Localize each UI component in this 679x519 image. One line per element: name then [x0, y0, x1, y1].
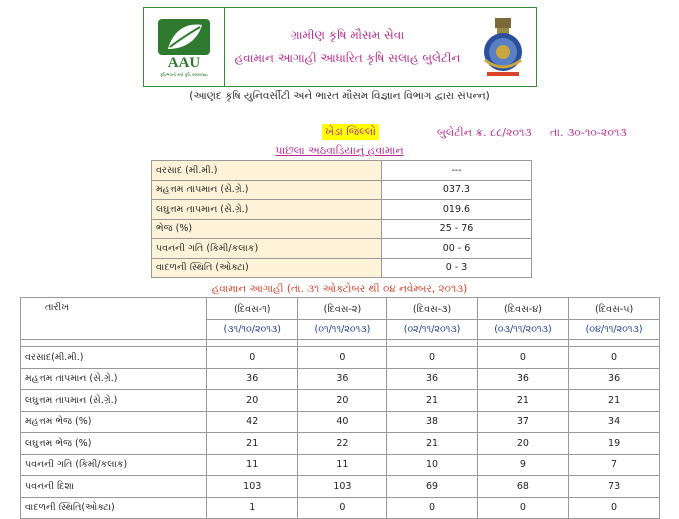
- row-label: પવનની દિશા: [21, 476, 207, 498]
- row-label: વાદળની સ્થિતિ(ઓક્ટા): [21, 497, 207, 519]
- bulletin-date: તા. ૩૦-૧૦-૨૦૧૩: [550, 126, 627, 139]
- table-row: [21, 390, 660, 412]
- row-label: ભેજ (%): [152, 219, 382, 239]
- cell-value: 0: [569, 347, 660, 369]
- aau-logo: [144, 8, 225, 86]
- date-header: (૩૧/૧૦/૨૦૧૩): [207, 320, 298, 340]
- logo-subtext: કૃષિભવનો રાખે કૃષિ રામરાજ્ય: [160, 72, 208, 77]
- table-row: [21, 411, 660, 433]
- date-header: (૦૪/૧૧/૨૦૧૩): [569, 320, 660, 340]
- row-label: મહત્તમ તાપમાન (સે.ગ્રે.): [152, 180, 382, 200]
- table-row: [152, 161, 532, 181]
- row-value: 0 - 3: [382, 258, 532, 278]
- cell-value: 37: [477, 411, 568, 433]
- forecast-table: [20, 297, 660, 519]
- cell-value: 36: [387, 368, 477, 390]
- row-value: 037.3: [382, 180, 532, 200]
- row-label: વરસાદ (મી.મી.): [152, 161, 382, 181]
- cell-value: 21: [387, 390, 477, 412]
- cell-value: 22: [298, 433, 387, 455]
- row-label: લઘુત્તમ તાપમાન (સે.ગ્રે.): [152, 200, 382, 220]
- row-label: મહત્તમ ભેજ (%): [21, 411, 207, 433]
- cell-value: 69: [387, 476, 477, 498]
- row-value: 00 - 6: [382, 239, 532, 259]
- table-row: [21, 476, 660, 498]
- bulletin-subtitle: (આણંદ કૃષિ યુનિવર્સીટી અને ભારત મૌસમ વિજ્ઞાન વિભાગ દ્વારા સંપન્ન): [189, 90, 490, 102]
- row-label: લઘુત્તમ ભેજ (%): [21, 433, 207, 455]
- cell-value: 21: [387, 433, 477, 455]
- cell-value: 9: [477, 454, 568, 476]
- cell-value: 36: [569, 368, 660, 390]
- cell-value: 21: [207, 433, 298, 455]
- cell-value: 10: [387, 454, 477, 476]
- cell-value: 19: [569, 433, 660, 455]
- date-header: (૦૧/૧૧/૨૦૧૩): [298, 320, 387, 340]
- row-label: મહત્તમ તાપમાન (સે.ગ્રે.): [21, 368, 207, 390]
- header-title-line1: ગ્રામીણ કૃષિ મૌસમ સેવા: [290, 28, 405, 42]
- cell-value: 0: [298, 497, 387, 519]
- row-value: 019.6: [382, 200, 532, 220]
- header-title-line2: હવામાન આગાહી આધારિત કૃષિ સલાહ બુલેટીન: [234, 51, 461, 65]
- cell-value: 38: [387, 411, 477, 433]
- table-row: [21, 454, 660, 476]
- date-column-header: તારીખ: [21, 298, 207, 340]
- cell-value: 21: [569, 390, 660, 412]
- cell-value: 7: [569, 454, 660, 476]
- day-header: (દિવસ-૪): [477, 298, 568, 320]
- day-header: (દિવસ-૨): [298, 298, 387, 320]
- table-row: [152, 200, 532, 220]
- cell-value: 103: [207, 476, 298, 498]
- imd-emblem-icon: [479, 16, 527, 78]
- cell-value: 0: [569, 497, 660, 519]
- cell-value: 40: [298, 411, 387, 433]
- cell-value: 21: [477, 390, 568, 412]
- previous-week-table: [151, 160, 532, 278]
- cell-value: 0: [298, 347, 387, 369]
- day-header: (દિવસ-૩): [387, 298, 477, 320]
- table-row: [21, 347, 660, 369]
- cell-value: 0: [477, 497, 568, 519]
- bulletin-number: બુલેટીન ક્ર. ૮૮/૨૦૧૩: [437, 126, 532, 139]
- previous-week-title: પાછલા અઠવાડિયાનું હવામાન: [275, 144, 404, 157]
- cell-value: 20: [298, 390, 387, 412]
- day-header: (દિવસ-૧): [207, 298, 298, 320]
- cell-value: 11: [298, 454, 387, 476]
- row-value: 25 - 76: [382, 219, 532, 239]
- spacer-row: [21, 340, 660, 347]
- cell-value: 36: [207, 368, 298, 390]
- cell-value: 0: [477, 347, 568, 369]
- table-row: [21, 497, 660, 519]
- cell-value: 42: [207, 411, 298, 433]
- cell-value: 36: [477, 368, 568, 390]
- row-label: વાદળની સ્થિતિ (ઓક્ટા): [152, 258, 382, 278]
- table-row: [152, 219, 532, 239]
- table-row: [21, 368, 660, 390]
- cell-value: 0: [387, 497, 477, 519]
- cell-value: 11: [207, 454, 298, 476]
- cell-value: 34: [569, 411, 660, 433]
- table-row: [152, 258, 532, 278]
- cell-value: 103: [298, 476, 387, 498]
- table-row: [152, 180, 532, 200]
- district-name: ખેડા જિલ્લો: [322, 124, 379, 140]
- row-label: લઘુત્તમ તાપમાન (સે.ગ્રે.): [21, 390, 207, 412]
- cell-value: 1: [207, 497, 298, 519]
- table-header-row: [21, 298, 660, 320]
- logo-text: AAU: [167, 55, 201, 71]
- table-row: [21, 433, 660, 455]
- cell-value: 68: [477, 476, 568, 498]
- row-label: વરસાદ(મી.મી.): [21, 347, 207, 369]
- forecast-title: હવામાન આગાહી (તા. ૩૧ ઓક્ટોબર થી ૦૪ નવેમ્બર, ૨૦૧૩): [211, 283, 468, 295]
- cell-value: 36: [298, 368, 387, 390]
- row-value: ---: [382, 161, 532, 181]
- cell-value: 20: [477, 433, 568, 455]
- row-label: પવનની ગતિ (કિમી/કલાક): [21, 454, 207, 476]
- cell-value: 73: [569, 476, 660, 498]
- date-header: (૦૩/૧૧/૨૦૧૩): [477, 320, 568, 340]
- table-row: [152, 239, 532, 259]
- bulletin-header: [143, 7, 537, 87]
- leaf-logo-icon: [156, 17, 212, 57]
- row-label: પવનની ગતિ (કિમી/કલાક): [152, 239, 382, 259]
- date-header: (૦૨/૧૧/૨૦૧૩): [387, 320, 477, 340]
- cell-value: 0: [387, 347, 477, 369]
- cell-value: 0: [207, 347, 298, 369]
- day-header: (દિવસ-૫): [569, 298, 660, 320]
- cell-value: 20: [207, 390, 298, 412]
